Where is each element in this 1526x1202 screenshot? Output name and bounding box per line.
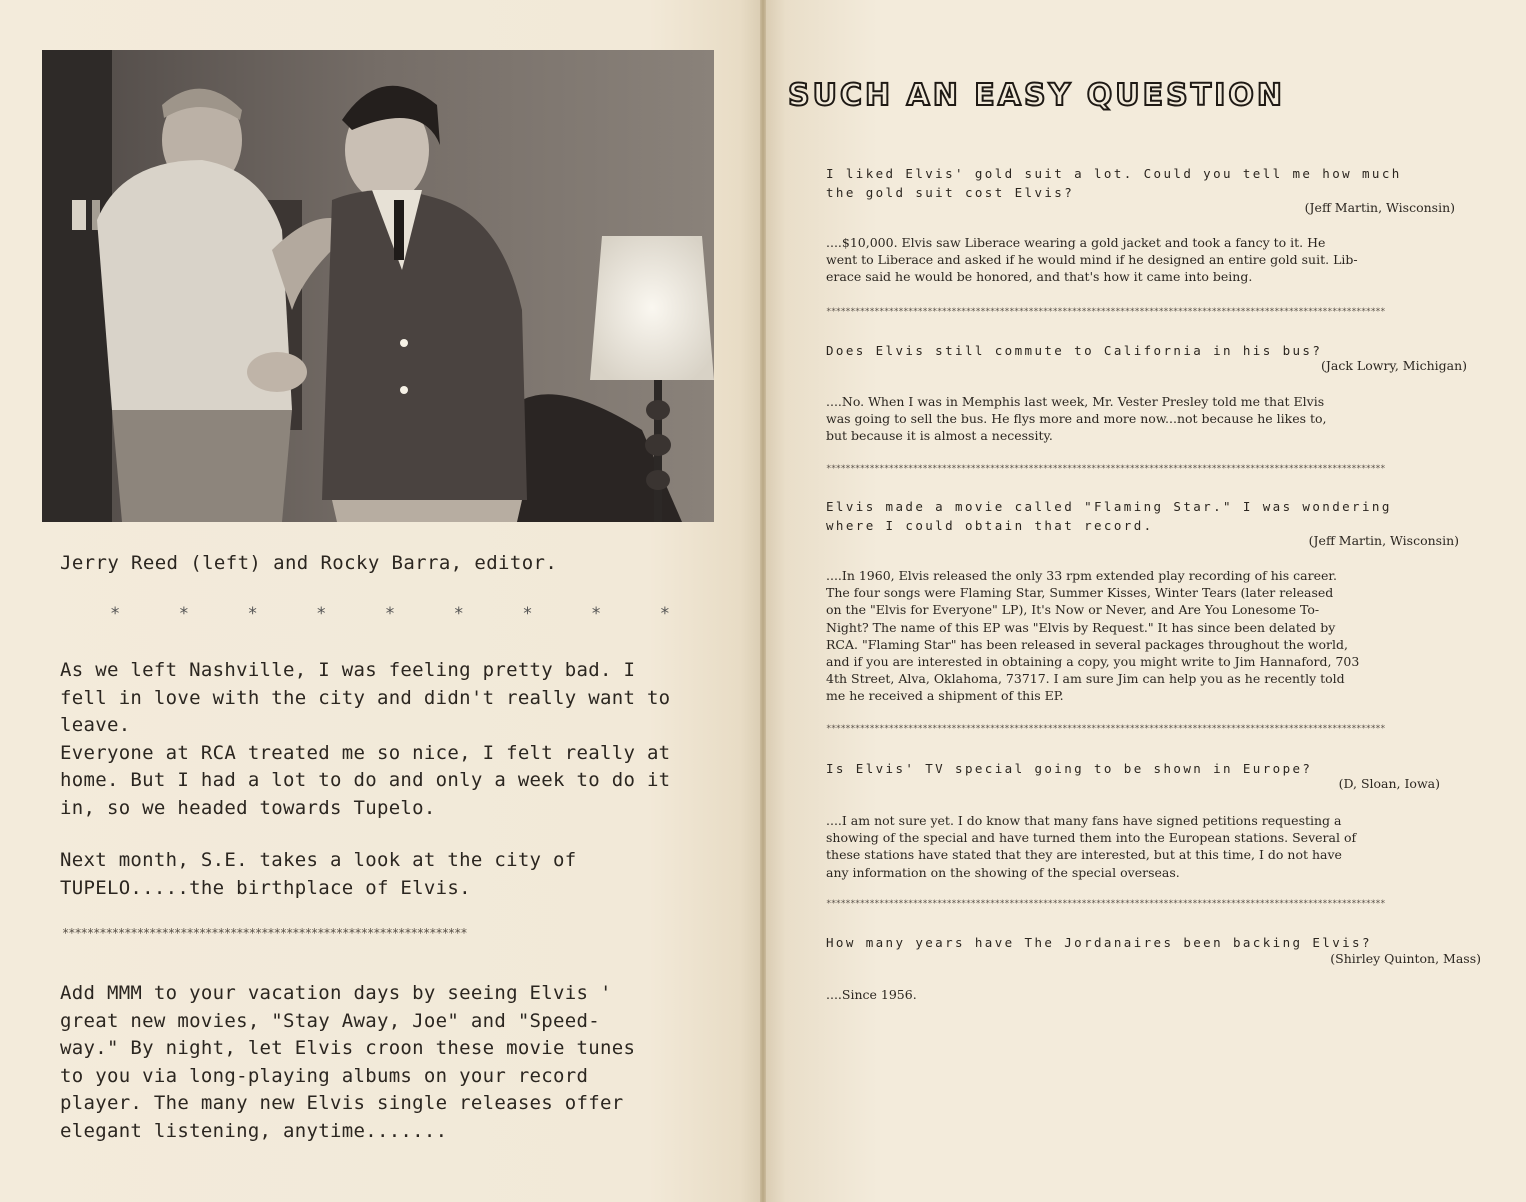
photo-two-men-handshake <box>42 50 714 522</box>
answer-text: ....No. When I was in Memphis last week, Mr. Vester Presley told me that Elvis was going to sell the bus. He flys more and more now...not because he likes to, but because it is almost a necessity. <box>826 394 1327 444</box>
asterisk-rule: ***************************************************************** <box>62 926 467 940</box>
divider-star: * <box>659 604 670 624</box>
asterisk-rule: ******************************************************************************************************************** <box>826 464 1385 474</box>
question-source: (Jeff Martin, Wisconsin) <box>1308 533 1459 548</box>
asterisk-rule: ******************************************************************************************************************** <box>826 307 1385 317</box>
divider-star: * <box>453 604 464 624</box>
question-source: (Shirley Quinton, Mass) <box>1330 951 1481 966</box>
book-gutter <box>760 0 766 1202</box>
paragraph-nashville: As we left Nashville, I was feeling pretty bad. I fell in love with the city and didn't really want to leave. Everyone at RCA treated me so nice, I felt really at home. But I had a lot to do and only a week to do it in, so we headed towards Tupelo. <box>60 659 671 819</box>
divider-star: * <box>316 604 327 624</box>
paragraph-mmm-ad: Add MMM to your vacation days by seeing Elvis ' great new movies, "Stay Away, Joe" and "Speed- way." By night, let Elvis croon these movie tunes to you via long-playing albums on your record player. The many new Elvis single releases offer elegant listening, anytime....... <box>60 982 636 1142</box>
question-source: (Jeff Martin, Wisconsin) <box>1304 200 1455 215</box>
question-text: How many years have The Jordanaires been backing Elvis? <box>826 935 1372 950</box>
divider-star: * <box>522 604 533 624</box>
divider-star: * <box>110 604 121 624</box>
answer-text: ....I am not sure yet. I do know that many fans have signed petitions requesting a showing of the special and have turned them into the European stations. Several of these stations have stated that they are interested, but at this time, I do not have any information on the showing of the special overseas. <box>826 813 1357 880</box>
question-source: (D, Sloan, Iowa) <box>1338 776 1440 791</box>
question-text: Does Elvis still commute to California in his bus? <box>826 343 1323 358</box>
question-text: Is Elvis' TV special going to be shown in Europe? <box>826 761 1313 776</box>
answer-text: ....In 1960, Elvis released the only 33 rpm extended play recording of his career. The four songs were Flaming Star, Summer Kisses, Winter Tears (later released on the "Elvis for Everyone" LP), It's Now or Never, and Are You Lonesome To- Night? The name of this EP was "Elvis by Request." It has since been delated by RCA. "Flaming Star" has been released in several packages throughout the world, and if you are interested in obtaining a copy, you might write to Jim Hannaford, 703 4th Street, Alva, Oklahoma, 73717. I am sure Jim can help you as he recently told me he received a shipment of this EP. <box>826 568 1360 704</box>
question-text: I liked Elvis' gold suit a lot. Could you tell me how much the gold suit cost Elvis? <box>826 166 1402 200</box>
question-source: (Jack Lowry, Michigan) <box>1321 358 1467 373</box>
photo-caption: Jerry Reed (left) and Rocky Barra, editor. <box>60 552 558 574</box>
answer-text: ....Since 1956. <box>826 987 917 1002</box>
divider-star: * <box>247 604 258 624</box>
divider-star: * <box>591 604 602 624</box>
paragraph-next-month: Next month, S.E. takes a look at the city of TUPELO.....the birthplace of Elvis. <box>60 849 577 899</box>
divider-star: * <box>384 604 396 624</box>
asterisk-rule: ******************************************************************************************************************** <box>826 724 1385 734</box>
answer-text: ....$10,000. Elvis saw Liberace wearing a gold jacket and took a fancy to it. He went to Liberace and asked if he would mind if he designed an entire gold suit. Lib- erace said he would be honored, and that's how it came into being. <box>826 235 1358 285</box>
divider-star: * <box>178 604 189 624</box>
star-divider <box>110 604 670 624</box>
question-text: Elvis made a movie called "Flaming Star." I was wondering where I could obtain that record. <box>826 499 1392 533</box>
page-headline: SUCH AN EASY QUESTION <box>788 78 1285 113</box>
asterisk-rule: ******************************************************************************************************************** <box>826 899 1385 909</box>
